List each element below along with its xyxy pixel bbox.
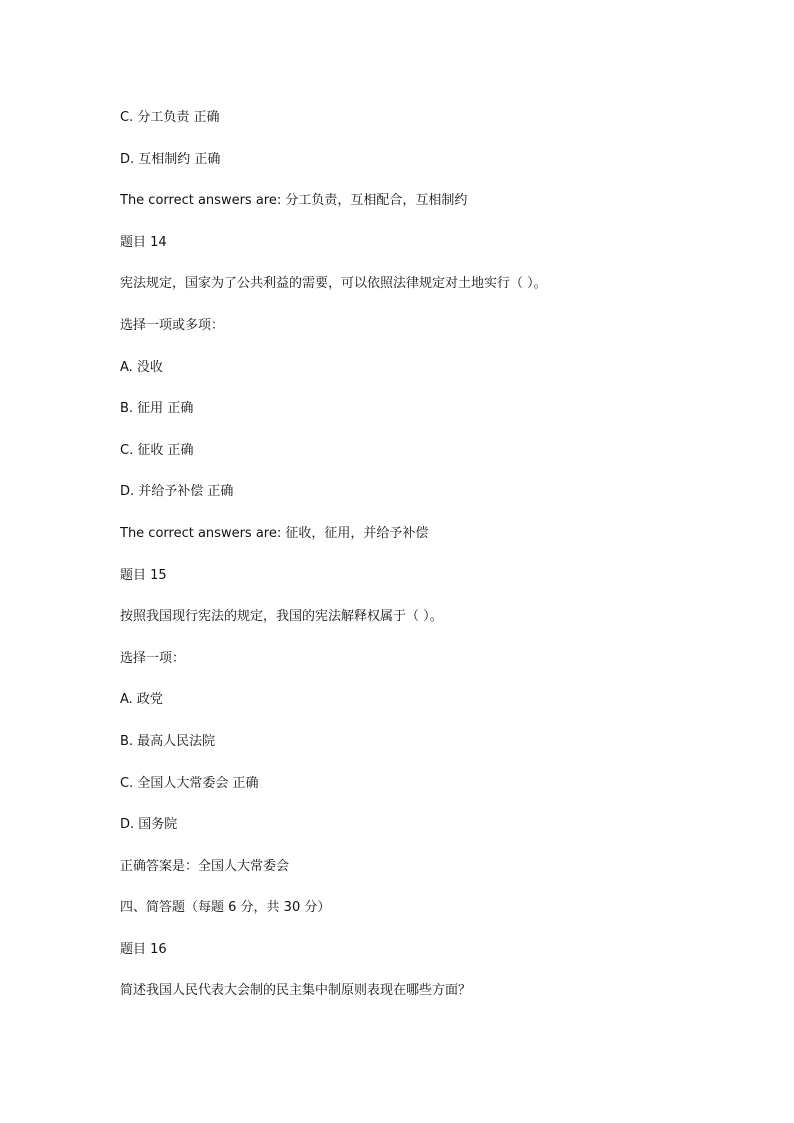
q15-question: 按照我国现行宪法的规定，我国的宪法解释权属于（ ）。 xyxy=(120,609,443,625)
q16-question: 简述我国人民代表大会制的民主集中制原则表现在哪些方面？ xyxy=(120,983,472,999)
q14-option-b: B. 征用 正确 xyxy=(120,401,194,417)
q15-option-a: A. 政党 xyxy=(120,692,163,708)
q13-correct-answers: The correct answers are: 分工负责，互相配合，互相制约 xyxy=(120,193,468,209)
q15-option-c: C. 全国人大常委会 正确 xyxy=(120,775,259,791)
q14-question: 宪法规定，国家为了公共利益的需要，可以依照法律规定对土地实行（ ）。 xyxy=(120,276,547,292)
q16-heading: 题目 16 xyxy=(120,941,167,957)
q14-option-a: A. 没收 xyxy=(120,359,163,375)
q15-instruction: 选择一项： xyxy=(120,650,186,666)
q14-correct-answers: The correct answers are: 征收，征用，并给予补偿 xyxy=(120,525,429,541)
document-body xyxy=(120,108,740,1023)
q13-option-c: C. 分工负责 正确 xyxy=(120,110,220,125)
q13-option-d: D. 互相制约 正确 xyxy=(120,151,221,167)
q15-correct-answer: 正确答案是：全国人大常委会 xyxy=(120,858,290,874)
q14-heading: 题目 14 xyxy=(120,234,167,250)
section-heading-short-answer: 四、简答题（每题 6 分，共 30 分） xyxy=(120,900,331,916)
q15-heading: 题目 15 xyxy=(120,567,167,583)
q14-option-c: C. 征收 正确 xyxy=(120,442,194,458)
q14-option-d: D. 并给予补偿 正确 xyxy=(120,484,234,500)
q15-option-b: B. 最高人民法院 xyxy=(120,733,216,749)
q14-instruction: 选择一项或多项： xyxy=(120,317,225,333)
q15-option-d: D. 国务院 xyxy=(120,817,178,833)
